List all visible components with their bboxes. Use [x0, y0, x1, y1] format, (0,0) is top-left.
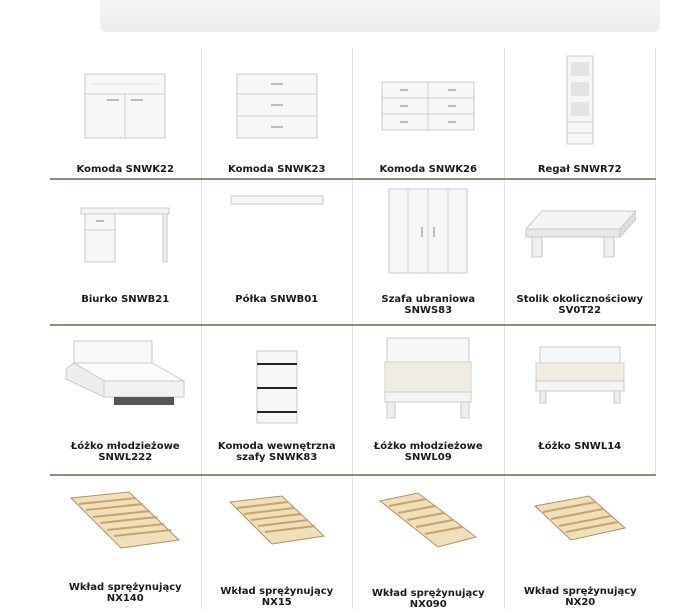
product-name-line2: NX140 — [106, 593, 144, 604]
product-name: Półka SNWB01 — [235, 294, 319, 305]
bookcase-icon — [505, 52, 656, 148]
slatted-frame-icon — [505, 492, 657, 544]
commode-2door-icon — [50, 70, 201, 142]
product-name-line1: Wkład sprężynujący — [523, 586, 637, 597]
product-card[interactable] — [353, 326, 505, 476]
top-banner — [100, 0, 660, 32]
product-card[interactable] — [505, 326, 657, 476]
product-name: Komoda SNWK22 — [76, 164, 174, 175]
youth-bed-icon — [50, 336, 201, 414]
product-name-line1: Łóżko młodzieżowe — [373, 441, 483, 452]
product-card[interactable] — [50, 476, 202, 609]
product-card[interactable] — [202, 476, 354, 609]
commode-3drawer-icon — [202, 70, 353, 142]
wardrobe-icon — [353, 186, 504, 276]
slatted-frame-icon — [202, 492, 353, 548]
product-name-line1: Wkład sprężynujący — [371, 588, 485, 599]
product-card[interactable] — [353, 476, 505, 609]
product-name-line2: SV0T22 — [558, 305, 602, 316]
product-card[interactable] — [50, 180, 202, 326]
product-card[interactable] — [50, 48, 202, 180]
product-card[interactable] — [505, 476, 657, 609]
product-card[interactable] — [353, 48, 505, 180]
product-name: Łóżko SNWL14 — [538, 441, 622, 452]
product-name-line1: Komoda wewnętrzna — [217, 441, 336, 452]
product-name-line1: Wkład sprężynujący — [68, 582, 182, 593]
slatted-frame-icon — [50, 488, 201, 552]
product-name-line1: Szafa ubraniowa — [381, 294, 476, 305]
product-row — [50, 326, 656, 476]
product-name-line2: szafy SNWK83 — [236, 452, 318, 463]
commode-wide-icon — [353, 76, 504, 136]
product-name-line2: SNWS83 — [404, 305, 453, 316]
product-card[interactable] — [505, 48, 657, 180]
bed-icon — [353, 334, 504, 422]
product-name-line2: SNWL222 — [98, 452, 153, 463]
desk-icon — [50, 204, 201, 266]
product-name-line1: Łóżko młodzieżowe — [70, 441, 180, 452]
product-card[interactable] — [202, 180, 354, 326]
product-card[interactable] — [202, 48, 354, 180]
product-name-line1: Stolik okolicznościowy — [516, 294, 643, 305]
product-row — [50, 180, 656, 326]
product-card[interactable] — [50, 326, 202, 476]
product-name: Biurko SNWB21 — [81, 294, 170, 305]
product-row — [50, 48, 656, 180]
product-name-line2: NX15 — [261, 597, 292, 608]
product-name-line2: NX090 — [409, 599, 447, 609]
product-name-line2: SNWL09 — [404, 452, 452, 463]
product-card[interactable] — [505, 180, 657, 326]
product-grid — [50, 48, 656, 609]
product-name-line1: Wkład sprężynujący — [220, 586, 334, 597]
product-name: Komoda SNWK23 — [228, 164, 326, 175]
wall-shelf-icon — [202, 192, 353, 208]
product-name: Komoda SNWK26 — [379, 164, 477, 175]
product-row — [50, 476, 656, 609]
slatted-frame-icon — [353, 490, 504, 550]
coffee-table-icon — [505, 204, 656, 260]
low-bed-icon — [505, 344, 656, 408]
product-card[interactable] — [202, 326, 354, 476]
product-card[interactable] — [353, 180, 505, 326]
inner-drawers-icon — [202, 348, 353, 426]
product-name-line2: NX20 — [565, 597, 596, 608]
product-name: Regał SNWR72 — [537, 164, 622, 175]
